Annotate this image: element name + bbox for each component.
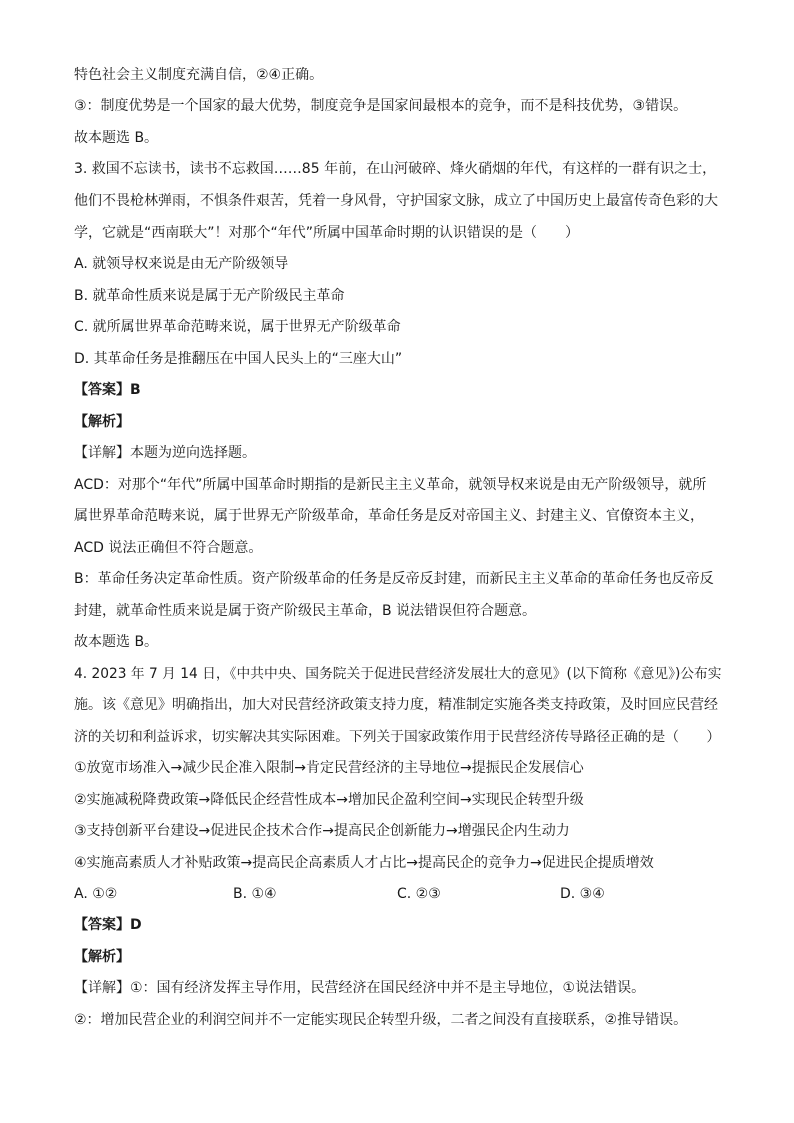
option-a: A. ①② — [74, 886, 118, 902]
detail-text: 属世界革命范畴来说，属于世界无产阶级革命，革命任务是反对帝国主义、封建主义、官僚资本主义， — [74, 508, 704, 524]
question-4-stem: 4. 2023 年 7 月 14 日，《中共中央、国务院关于促进民营经济发展壮大的意见》(以下简称《意见》)公布实 — [74, 666, 722, 682]
text-line: ③：制度优势是一个国家的最大优势，制度竞争是国家间最根本的竞争，而不是科技优势，③错误。 — [74, 98, 688, 114]
statement-3: ③支持创新平台建设→促进民企技术合作→提高民企创新能力→增强民企内生动力 — [74, 823, 570, 839]
question-4-stem: 施。该《意见》明确指出，加大对民营经济政策支持力度，精准制定实施各类支持政策，及时回应民营经 — [74, 697, 718, 713]
question-3-stem: 3. 救国不忘读书，读书不忘救国……85 年前，在山河破碎、烽火硝烟的年代，有这样的一群有识之士， — [74, 161, 717, 177]
analysis-label: 【解析】 — [74, 414, 130, 430]
statement-1: ①放宽市场准入→减少民企准入限制→肯定民营经济的主导地位→提振民企发展信心 — [74, 760, 584, 776]
question-3-stem: 学，它就是“西南联大”！对那个“年代”所属中国革命时期的认识错误的是（ ） — [74, 225, 580, 241]
question-4-stem: 济的关切和利益诉求，切实解决其实际困难。下列关于国家政策作用于民营经济传导路径正确的是（ ） — [74, 729, 721, 745]
text-line: 故本题选 B。 — [74, 634, 159, 650]
question-3-stem: 他们不畏枪林弹雨，不惧条件艰苦，凭着一身风骨，守护国家文脉，成立了中国历史上最富传奇色彩的大 — [74, 193, 718, 209]
detail-text: ACD：对那个“年代”所属中国革命时期指的是新民主主义革命，就领导权来说是由无产阶级领导，就所 — [74, 477, 707, 493]
answer-label: 【答案】D — [74, 917, 142, 933]
option-d: D. 其革命任务是推翻压在中国人民头上的“三座大山” — [74, 351, 403, 367]
option-d: D. ③④ — [560, 886, 605, 902]
detail-text: 【详解】①：国有经济发挥主导作用，民营经济在国民经济中并不是主导地位，①说法错误。 — [74, 980, 646, 996]
text-line: 故本题选 B。 — [74, 130, 159, 146]
option-c: C. 就所属世界革命范畴来说，属于世界无产阶级革命 — [74, 319, 401, 335]
detail-text: 【详解】本题为逆向选择题。 — [74, 445, 256, 461]
detail-text: ②：增加民营企业的利润空间并不一定能实现民企转型升级，二者之间没有直接联系，②推导错误。 — [74, 1012, 688, 1028]
detail-text: B：革命任务决定革命性质。资产阶级革命的任务是反帝反封建，而新民主主义革命的革命任务也反帝反 — [74, 571, 714, 587]
detail-text: 封建，就革命性质来说是属于资产阶级民主革命，B 说法错误但符合题意。 — [74, 603, 537, 619]
text-line: 特色社会主义制度充满自信，②④正确。 — [74, 67, 324, 83]
option-c: C. ②③ — [397, 886, 441, 902]
answer-label: 【答案】B — [74, 382, 141, 398]
option-b: B. ①④ — [233, 886, 277, 902]
option-b: B. 就革命性质来说是属于无产阶级民主革命 — [74, 288, 345, 304]
option-a: A. 就领导权来说是由无产阶级领导 — [74, 256, 289, 272]
statement-4: ④实施高素质人才补贴政策→提高民企高素质人才占比→提高民企的竞争力→促进民企提质增效 — [74, 855, 654, 871]
statement-2: ②实施减税降费政策→降低民企经营性成本→增加民企盈利空间→实现民企转型升级 — [74, 792, 584, 808]
detail-text: ACD 说法正确但不符合题意。 — [74, 540, 263, 556]
analysis-label: 【解析】 — [74, 949, 130, 965]
